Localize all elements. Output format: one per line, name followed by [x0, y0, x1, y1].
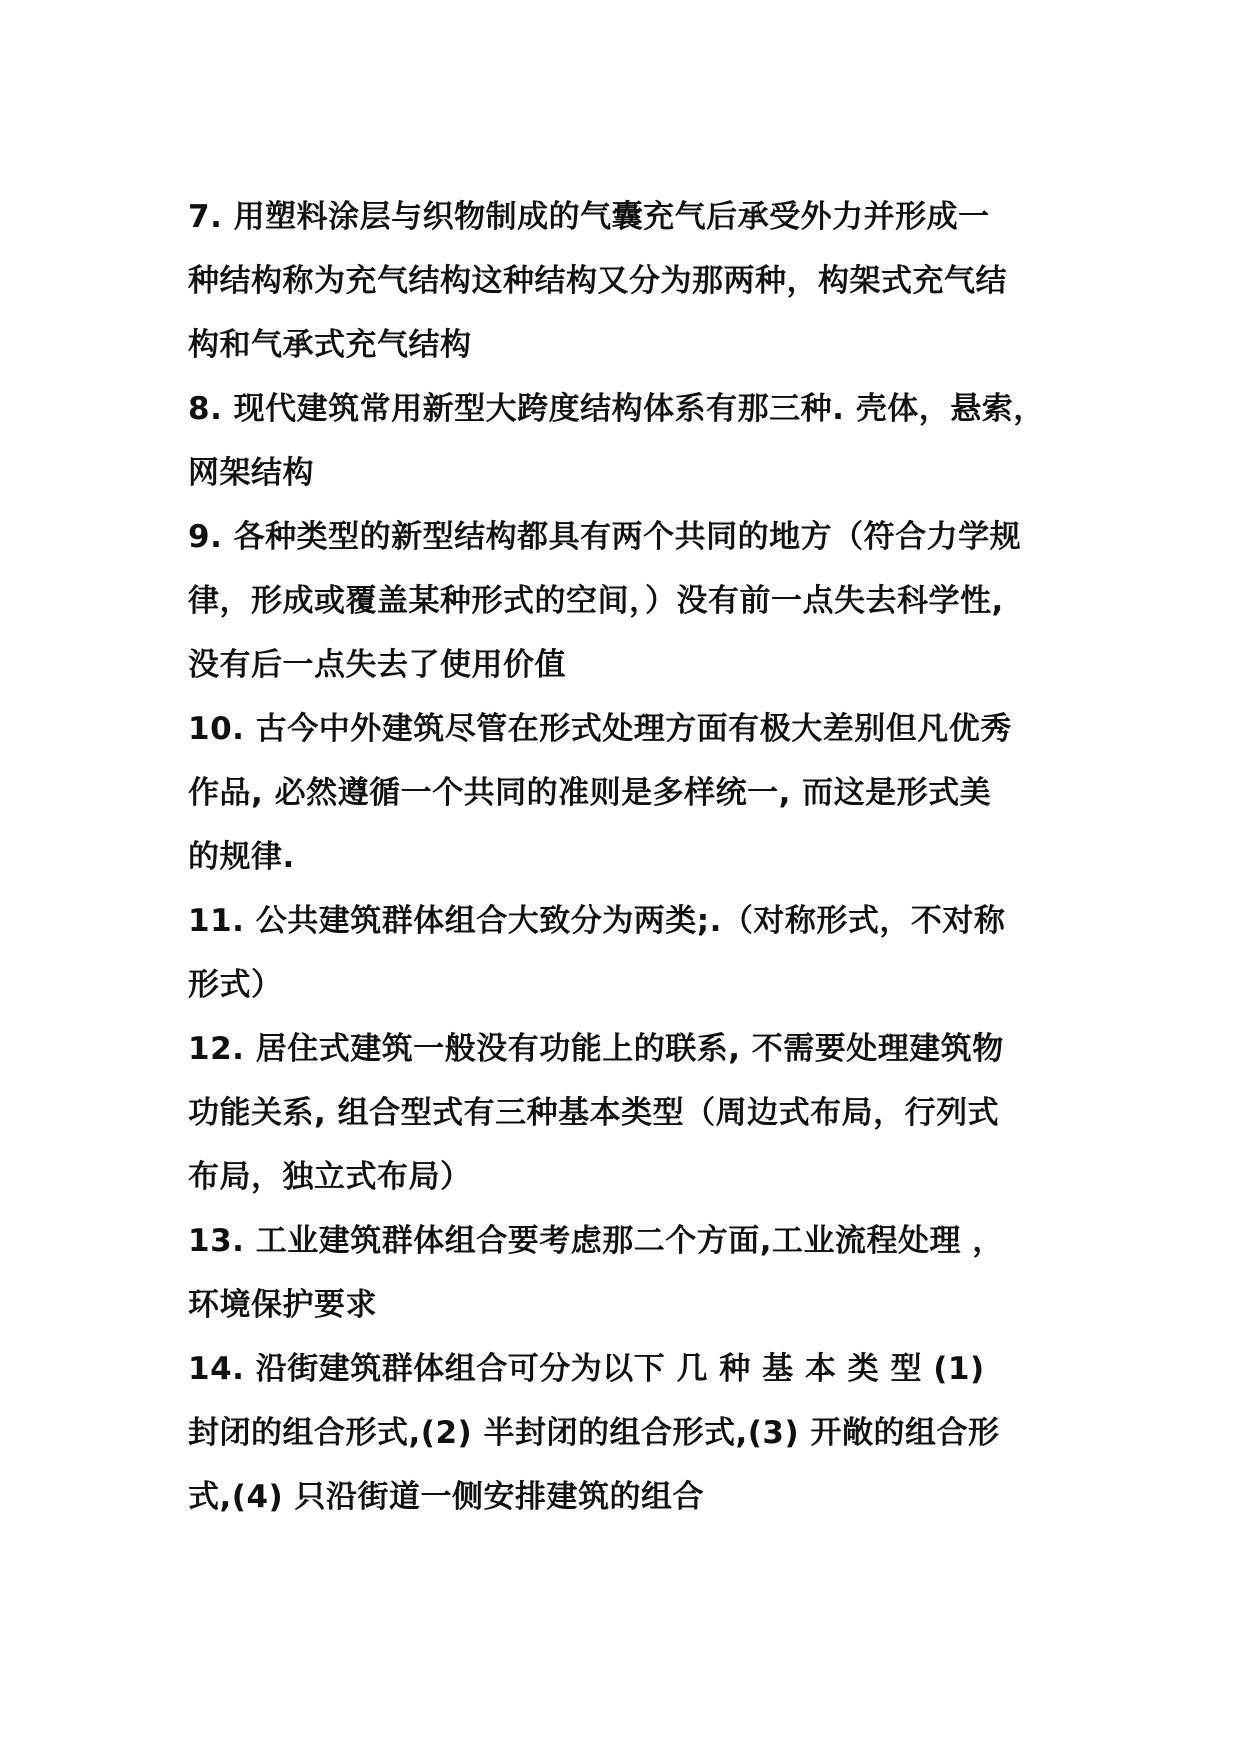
text-line: 11. 公共建筑群体组合大致分为两类;.（对称形式，不对称 — [188, 903, 1006, 939]
list-item-9 — [188, 505, 1068, 697]
text-line: 12. 居住式建筑一般没有功能上的联系, 不需要处理建筑物 — [188, 1031, 1004, 1067]
text-line: 形式） — [188, 967, 283, 1003]
text-line: 网架结构 — [188, 455, 314, 491]
text-line: 9. 各种类型的新型结构都具有两个共同的地方（符合力学规 — [188, 519, 1022, 555]
text-line: 封闭的组合形式,(2) 半封闭的组合形式,(3) 开敞的组合形 — [188, 1415, 1000, 1451]
text-line: 的规律. — [188, 839, 295, 875]
text-line: 14. 沿街建筑群体组合可分为以下 几 种 基 本 类 型 (1) — [188, 1351, 985, 1387]
text-line: 构和气承式充气结构 — [188, 327, 472, 363]
document-body — [188, 185, 1068, 1529]
list-item-7 — [188, 185, 1068, 377]
list-item-10 — [188, 697, 1068, 889]
text-line: 7. 用塑料涂层与织物制成的气囊充气后承受外力并形成一 — [188, 199, 990, 235]
text-line: 律，形成或覆盖某种形式的空间，）没有前一点失去科学性, — [188, 583, 1004, 619]
text-line: 布局，独立式布局） — [188, 1159, 472, 1195]
list-item-11 — [188, 889, 1068, 1017]
text-line: 没有后一点失去了使用价值 — [188, 647, 566, 683]
list-item-14 — [188, 1337, 1068, 1529]
list-item-8 — [188, 377, 1068, 505]
text-line: 13. 工业建筑群体组合要考虑那二个方面,工业流程处理 ， — [188, 1223, 1004, 1259]
list-item-13 — [188, 1209, 1068, 1337]
text-line: 作品, 必然遵循一个共同的准则是多样统一, 而这是形式美 — [188, 775, 992, 811]
text-line: 式,(4) 只沿街道一侧安排建筑的组合 — [188, 1479, 704, 1515]
text-line: 功能关系, 组合型式有三种基本类型（周边式布局，行列式 — [188, 1095, 1000, 1131]
text-line: 8. 现代建筑常用新型大跨度结构体系有那三种. 壳体，悬索， — [188, 391, 1045, 427]
text-line: 环境保护要求 — [188, 1287, 377, 1323]
list-item-12 — [188, 1017, 1068, 1209]
text-line: 10. 古今中外建筑尽管在形式处理方面有极大差别但凡优秀 — [188, 711, 1012, 747]
text-line: 种结构称为充气结构这种结构又分为那两种，构架式充气结 — [188, 263, 1007, 299]
